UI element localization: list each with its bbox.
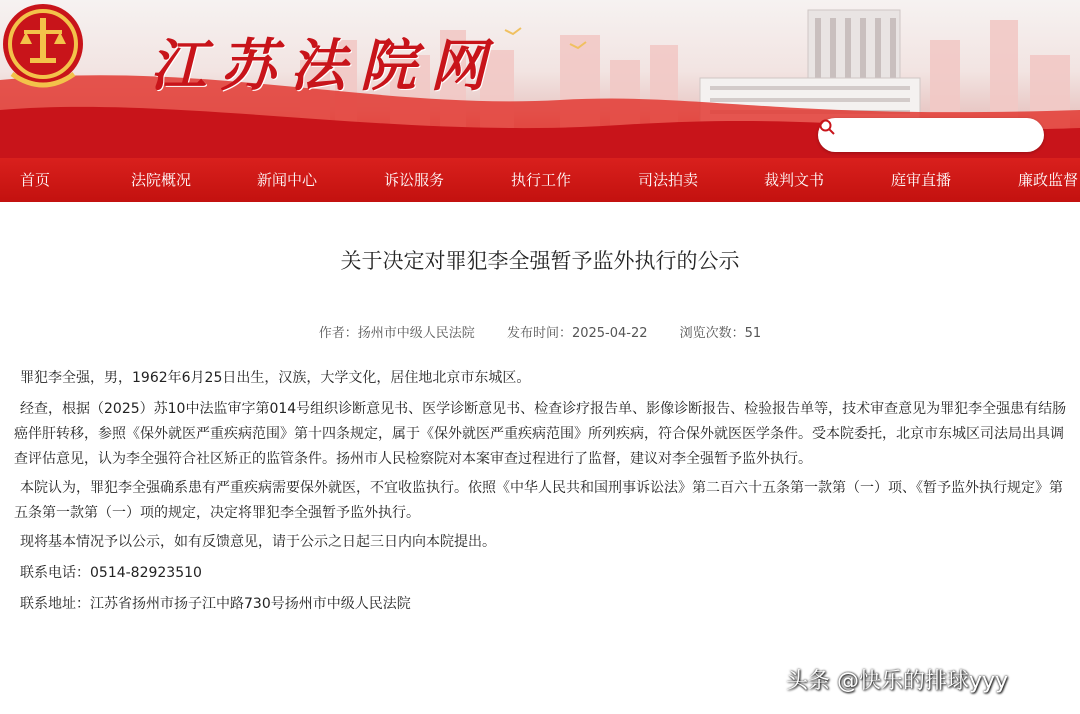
article-title: 关于决定对罪犯李全强暂予监外执行的公示 — [340, 249, 740, 273]
article-publish-time: 发布时间：2025-04-22 — [506, 326, 648, 341]
nav-item-integrity-supervision[interactable]: 廉政监督 — [1018, 171, 1079, 189]
nav-item-home[interactable]: 首页 — [20, 171, 51, 189]
article-paragraph: 罪犯李全强，男，1962年6月25日出生，汉族，大学文化，居住地北京市东城区。 — [20, 370, 531, 386]
article-paragraph: 本院认为，罪犯李全强确系患有严重疾病需要保外就医，不宜收监执行。依照《中华人民共和国刑事诉讼法》第二百六十五条第一款第（一）项、《暂予监外执行规定》第五条第一款第（一）项的规定，决定将罪犯李全强暂予监外执行。 — [14, 480, 1063, 521]
article-views: 浏览次数：51 — [679, 326, 762, 341]
article-paragraph: 经查，根据（2025）苏10中法监审字第014号组织诊断意见书、医学诊断意见书、检查诊疗报告单、影像诊断报告、检验报告单等，技术审查意见为罪犯李全强患有结肠癌伴肝转移，参照《保外就医严重疾病范围》第十四条规定，属于《保外就医严重疾病范围》所列疾病，符合保外就医医学条件。受本院委托，北京市东城区司法局出具调查评估意见，认为李全强符合社区矫正的监管条件。扬州市人民检察院对本案审查过程进行了监督，建议对李全强暂予监外执行。 — [14, 401, 1067, 467]
nav-item-court-overview[interactable]: 法院概况 — [131, 171, 192, 189]
search-icon[interactable] — [818, 118, 836, 136]
nav-item-live-trial[interactable]: 庭审直播 — [891, 171, 952, 189]
main-nav — [0, 158, 1080, 202]
contact-address: 联系地址：江苏省扬州市扬子江中路730号扬州市中级人民法院 — [20, 596, 411, 612]
search-input[interactable] — [818, 118, 1044, 152]
nav-item-judgments[interactable]: 裁判文书 — [764, 171, 825, 189]
nav-item-judicial-auction[interactable]: 司法拍卖 — [638, 171, 699, 189]
article-body — [14, 366, 1072, 617]
article-meta — [0, 322, 1080, 341]
nav-item-enforcement[interactable]: 执行工作 — [511, 171, 572, 189]
contact-phone: 联系电话：0514-82923510 — [20, 565, 202, 581]
site-name: 江苏法院网 — [150, 33, 500, 99]
nav-item-litigation-service[interactable]: 诉讼服务 — [384, 171, 445, 189]
header-banner — [0, 0, 1080, 158]
watermark: 头条 @快乐的排球yyy — [786, 669, 1009, 694]
article-author: 作者：扬州市中级人民法院 — [318, 326, 475, 341]
nav-item-news[interactable]: 新闻中心 — [257, 171, 318, 189]
court-emblem-icon — [0, 0, 86, 92]
article-paragraph: 现将基本情况予以公示，如有反馈意见，请于公示之日起三日内向本院提出。 — [20, 534, 496, 550]
